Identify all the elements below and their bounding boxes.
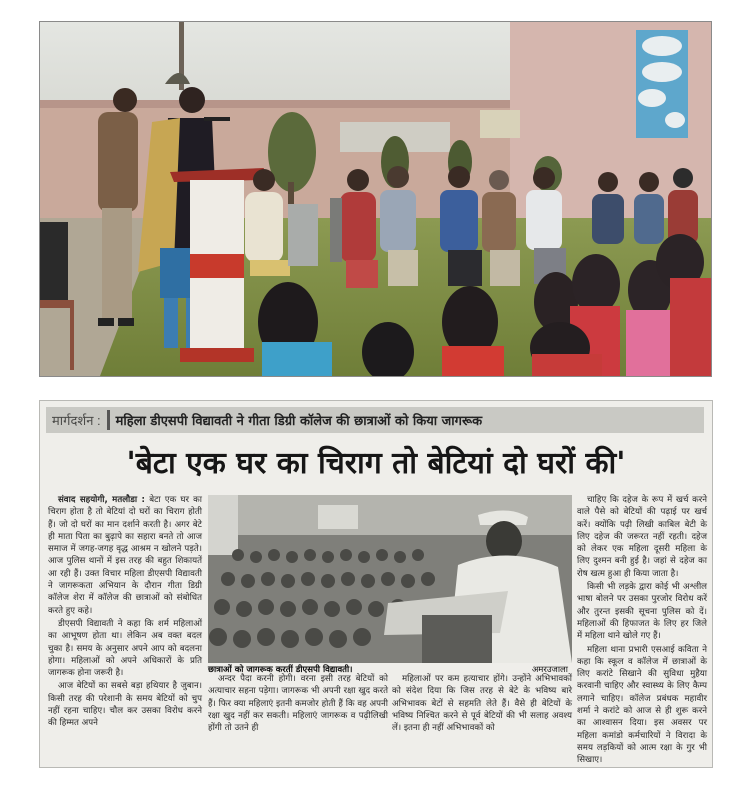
paragraph: अन्दर पैदा करनी होगी। वरना इसी तरह बेटियों को अत्याचार सहना पड़ेगा। जागरूक भी अपनी रक्षा खुद करते हैं। फिर क्या महिलाएं इतनी कमजोर होती हैं कि वह अपनी रक्षा खुद नहीं कर सकती। महिलाएं जागरूक व पढ़ीलिखी होंगी तो उतने ही	[208, 674, 388, 734]
main-headline: 'बेटा एक घर का चिराग तो बेटियां दो घरों की'	[126, 446, 626, 481]
strap-divider	[107, 410, 110, 430]
byline: संवाद सहयोगी, मतलौडा :	[58, 495, 145, 505]
paragraph: चाहिए कि दहेज के रूप में खर्च करने वाले पैसे को बेटियों की पढ़ाई पर खर्च करें। क्योंकि पढ़ी लिखी काबिल बेटी के लिए दहेज की जरूरत नहीं रहती। दहेज को लेकर एक महिला दूसरी महिला के लिए दुश्मन बनी हुई है। जहां से दहेज का रोष खत्म हुआ ही किया जाता है।	[577, 495, 707, 579]
photo-credit: अमरउजाला	[531, 665, 568, 675]
article-column-4	[577, 494, 707, 768]
article-column-1	[48, 494, 202, 731]
paragraph: किसी भी लड़के द्वारा कोई भी अश्लील भाषा बोलने पर उसका पुरजोर विरोध करें और तुरन्त इसकी सूचना पुलिस को दें। महिलाओं की हिफाजत के लिए हर जिले में महिला थाने खोले गए हैं।	[577, 582, 707, 642]
paragraph: डीएसपी विद्यावती ने कहा कि शर्म महिलाओं का आभूषण होता था। लेकिन अब वक्त बदल चुका है। समय के अनुसार अपने आप को बदलना होगा। महिलाओं को अपने अधिकारों के प्रति जागरूक होना जरूरी है।	[48, 618, 202, 679]
photo-caption: छात्राओं को जागरूक करतीं डीएसपी विद्यावती।	[208, 665, 353, 675]
strap-headline: महिला डीएसपी विद्यावती ने गीता डिग्री कॉलेज की छात्राओं को किया जागरूक	[115, 414, 483, 429]
strap-tag: मार्गदर्शन :	[52, 413, 101, 428]
strap-headline-bar	[46, 407, 704, 433]
newspaper-clipping	[39, 400, 713, 768]
news-photo	[208, 495, 572, 663]
paragraph: महिलाओं पर कम हत्याचार होंगे। उन्होंने अभिभावकों को संदेश दिया कि जिस तरह से बेटे के भविष्य बारे अभिभावक बेटों से सहमति लेते हैं। वैसे ही बेटियों के भविष्य निश्चित करने से पूर्व बेटियों की भी सलाह अवश्य लें। इतना ही नहीं अभिभावकों को	[392, 674, 572, 734]
paragraph: बेटा एक घर का चिराग होता है तो बेटियां दो घरों का चिराग होती हैं। जो दो घरों का मान दर्शाने करती है। अगर बेटे ही माता पिता का बुढ़ापे का सहारा बनते तो आज समाज में जगह-जगह वृद्ध आश्रम न खोलने पड़ते। आज पुलिस थानों में इस तरह की बहुत शिकायतें आ रही हैं। उक्त विचार महिला डीएसपी विद्यावती ने जागरूकता अभियान के दौरान गीता डिग्री कॉलेज शेरा में कॉलेज की छात्राओं को संबोधित करते हुए कहे।	[48, 495, 203, 616]
article-column-2	[208, 673, 388, 735]
event-photo	[39, 21, 712, 377]
article-column-3	[392, 673, 572, 735]
paragraph: महिला थाना प्रभारी एसआई कविता ने कहा कि स्कूल व कॉलेज में छात्राओं के लिए करांटे सिखाने की सुविधा मुहैया करवानी चाहिए और स्वास्थ्य के लिए कैम्प लगाने चाहिए। कॉलेज प्रबंधक महावीर शर्मा ने करांटे को आज से ही शुरू करने का आश्वासन दिया। इस अवसर पर महिला कमांडो कर्मचारियों ने विरादा के समय लड़कियों को आत्म रक्षा के गुर भी सिखाए।	[577, 644, 707, 766]
paragraph: आज बेटियों का सबसे बड़ा हथियार है जुबान। किसी तरह की परेशानी के समय बेटियों को चुप नहीं रहना चाहिए। चौल कर उसका विरोध करने की हिम्मत अपने	[48, 681, 202, 729]
